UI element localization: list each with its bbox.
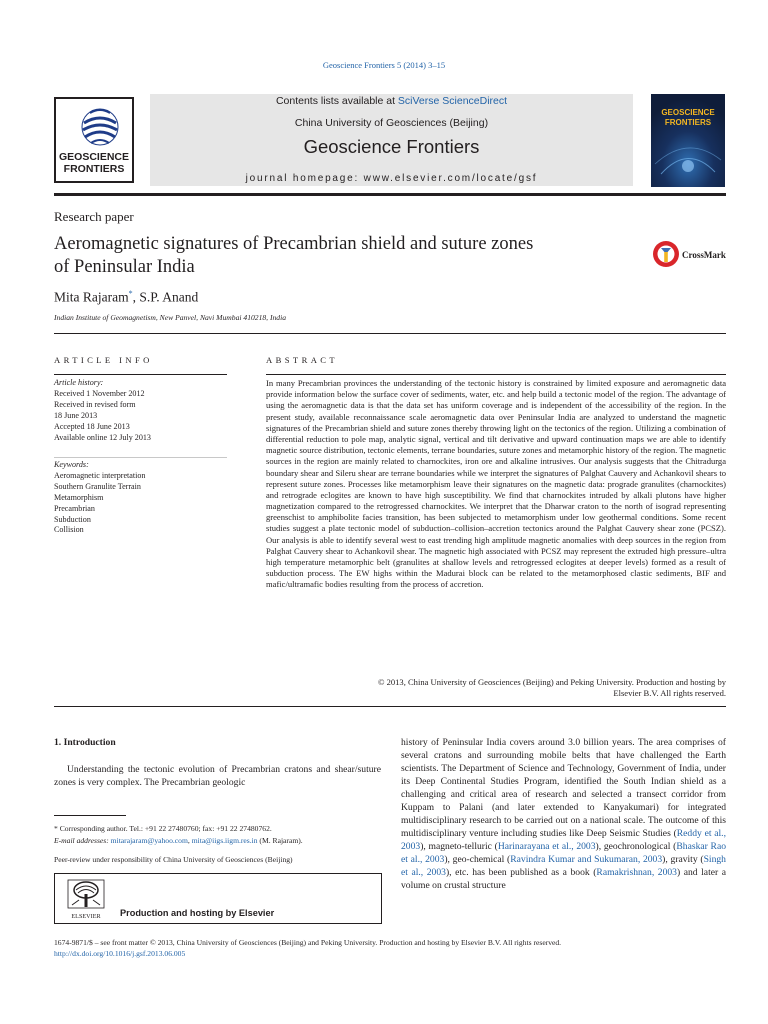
journal-homepage (150, 173, 633, 184)
body-text: ), geochronological ( (595, 840, 677, 852)
elsevier-tree-icon (66, 878, 106, 920)
citation-link[interactable]: Ravindra Kumar and Sukumaran, 2003 (510, 853, 663, 865)
body-text: ) and later a volume on crustal structure (401, 866, 726, 891)
history-item: Received 1 November 2012 (54, 388, 145, 398)
journal-cover-image (651, 94, 725, 187)
copyright-line2: Elsevier B.V. All rights reserved. (613, 688, 726, 699)
email-link[interactable]: mita@iigs.iigm.res.in (191, 835, 258, 845)
peer-review-note: Peer-review under responsibility of China University of Geosciences (Beijing) (54, 855, 293, 864)
body-text: ), gravity ( (662, 853, 704, 865)
crossmark-label: CrossMark (682, 250, 726, 260)
crossmark-icon (652, 239, 728, 269)
title-line2: of Peninsular India (54, 257, 195, 277)
journal-name: Geoscience Frontiers (303, 136, 480, 157)
article-title (54, 233, 624, 279)
citation-link[interactable]: Bhaskar Rao et al., 2003 (401, 840, 727, 865)
contents-line (150, 95, 633, 107)
keywords-rule (54, 457, 227, 458)
email-line (54, 835, 384, 847)
citation-link[interactable]: Ramakrishnan, 2003 (596, 866, 677, 878)
body-text: ), geo-chemical ( (444, 853, 511, 865)
keywords-label: Keywords: (54, 460, 89, 469)
author-list (54, 289, 198, 306)
article-history (54, 378, 229, 443)
journal-citation[interactable]: Geoscience Frontiers 5 (2014) 3–15 (322, 60, 446, 70)
keyword-item: Aeromagnetic interpretation (54, 470, 146, 480)
abstract-rule (266, 374, 726, 375)
history-item: Available online 12 July 2013 (54, 432, 151, 442)
body-text: ), magneto-telluric ( (420, 840, 498, 852)
corresponding-author-mark[interactable]: * (128, 289, 133, 298)
production-hosting-text: Production and hosting by Elsevier (120, 908, 275, 918)
keyword-item: Metamorphism (54, 492, 104, 502)
section-rule (54, 333, 726, 334)
keyword-item: Collision (54, 525, 84, 535)
cover-title-line2: FRONTIERS (664, 118, 712, 127)
elsevier-label: ELSEVIER (71, 913, 101, 920)
history-item: Accepted 18 June 2013 (54, 421, 130, 431)
keyword-list (54, 460, 229, 536)
footnote-rule (54, 815, 126, 816)
header-rule (54, 193, 726, 196)
abstract-text: In many Precambrian provinces the understanding of the tectonic history is constrained by limited exposure and aeromagnetic data provide information below the surface cover of sediments, water, etc. and help build a tectonic model of the region. The advantage of using the aeromagnetic data is that the data set has uniform coverage and is independent of the accessibility of the region. In the present study, available reconnaissance scale aeromagnetic data over Peninsular India are analyzed to understand the magnetic signatures of the Precambrian shield and suture zones thereby throwing light on the tectonics of the region. Utilizing a combination of differential reduction to pole map, analytic signal, vertical and tilt derivative and upward continuation maps we are able to identify magnetic source distribution, tectonic elements, terrane boundaries, suture zones and metamorphic history of the region. The magnetic sources in the region are mainly related to charnockites, iron ore and alkaline intrusives. Our analysis suggests that the Chitradurga boundary shear and Sileru shear are terrane boundaries while we interpret the signatures of Palghat Cauvery and Achankovil shears to represent suture zones. Processes like metamorphism leave their signatures on the magnetic data: prograde granulites (charnockites) and retrograde eclogites are known to have high susceptibility. We find that charnockites intruded by alkali plutons have higher magnetization compared to the retrogressed charnockites. We interpret that the Dharwar craton to the north of isograd representing greenschist to amphibolite facies transition, has been subjected to metamorphism under low geothermal conditions. Some recent studies suggest a plate tectonic model of subduction–collision–accretion tectonics around the Palghat Cauvery shear zone (PCSZ). Our analysis is able to identify several west to east trending high amplitude magnetic anomalies with deep sources in the region from Palghat Cauvery shear to Achankovil shear. The magnetic high associated with PCSZ may represent the extruded high pressure–ultra high temperature metamorphic belt (granulites at shallow levels and retrogressed eclogites at deeper levels) formed as a result of subduction process. The EW highs within the Madurai block can be related to the metamorphosed clastic sediments, BIF and mafic/ultramafic bodies resulting from the process of accretion. (266, 378, 726, 590)
introduction-paragraph-right (401, 737, 726, 893)
logo-text-line1: GEOSCIENCE (58, 151, 130, 163)
author-separator: , (132, 289, 140, 305)
article-type: Research paper (54, 209, 134, 224)
article-info-rule (54, 374, 227, 375)
corresponding-author-note: * Corresponding author. Tel.: +91 22 27480760; fax: +91 22 27480762. (54, 824, 272, 833)
logo-text-line2: FRONTIERS (63, 163, 125, 175)
citation-link[interactable]: Reddy et al., 2003 (401, 827, 726, 852)
sciencedirect-link[interactable]: SciVerse ScienceDirect (397, 95, 508, 107)
author-name: S.P. Anand (139, 289, 199, 305)
homepage-prefix: journal homepage: (245, 173, 364, 184)
abstract-copyright (266, 677, 726, 699)
cover-title-line1: GEOSCIENCE (661, 108, 715, 117)
elsevier-logo (66, 878, 106, 920)
author-footnote (54, 823, 384, 846)
publisher-name: China University of Geosciences (Beijing) (294, 117, 489, 129)
crossmark-badge[interactable] (652, 239, 728, 269)
introduction-heading: 1. Introduction (54, 737, 116, 748)
body-text: ), etc. has been published as a book ( (445, 866, 597, 878)
email-suffix: (M. Rajaram). (257, 835, 303, 845)
keyword-item: Subduction (54, 514, 91, 524)
article-info-heading: ARTICLE INFO (54, 355, 153, 365)
journal-logo (54, 97, 134, 183)
email-separator: , (187, 835, 192, 845)
abstract-heading: ABSTRACT (266, 355, 339, 365)
body-rule (54, 706, 726, 707)
homepage-url[interactable]: www.elsevier.com/locate/gsf (363, 173, 538, 184)
keyword-item: Precambrian (54, 503, 95, 513)
doi-link[interactable]: http://dx.doi.org/10.1016/j.gsf.2013.06.005 (54, 949, 186, 958)
keyword-item: Southern Granulite Terrain (54, 481, 141, 491)
body-text: history of Peninsular India covers around 3.0 billion years. The area comprises of several cratons and surrounding mobile belts that have challenged the Earth scientists. The Department of Science and Technology, Government of India, under its Deep Continental Studies Program, identified the South Indian shield as a challenging and critical area of research and selected a transect corridor from Kuppam to Palani (and later extended to Kanyakumari) for integrated multidisciplinary research to be carried out on a national scale. The outcome of this multidisciplinary venture including studies like Deep Seismic Studies ( (401, 737, 726, 839)
introduction-paragraph-left: Understanding the tectonic evolution of Precambrian cratons and shear/suture zones is very complex. The Precambrian geologic (54, 764, 381, 788)
email-link[interactable]: mitarajaram@yahoo.com (110, 835, 188, 845)
contents-prefix: Contents lists available at (275, 95, 398, 107)
email-label: E-mail addresses: (54, 835, 111, 845)
history-item: Received in revised form (54, 399, 136, 409)
affiliation: Indian Institute of Geomagnetism, New Panvel, Navi Mumbai 410218, India (54, 313, 287, 322)
history-label: Article history: (54, 378, 104, 387)
copyright-line1: © 2013, China University of Geosciences (Beijing) and Peking University. Production and hosting by (377, 677, 726, 687)
journal-cover (651, 94, 725, 187)
history-item: 18 June 2013 (54, 410, 98, 420)
citation-link[interactable]: Singh et al., 2003 (401, 853, 726, 878)
title-line1: Aeromagnetic signatures of Precambrian shield and suture zones (54, 234, 534, 254)
geoscience-logo-icon (54, 97, 134, 183)
issn-line: 1674-9871/$ – see front matter © 2013, China University of Geosciences (Beijing) and Peking University. Production and hosting by Elsevier B.V. All rights reserved. (54, 938, 562, 947)
citation-link[interactable]: Harinarayana et al., 2003 (497, 840, 596, 852)
author-name: Mita Rajaram (54, 289, 129, 305)
